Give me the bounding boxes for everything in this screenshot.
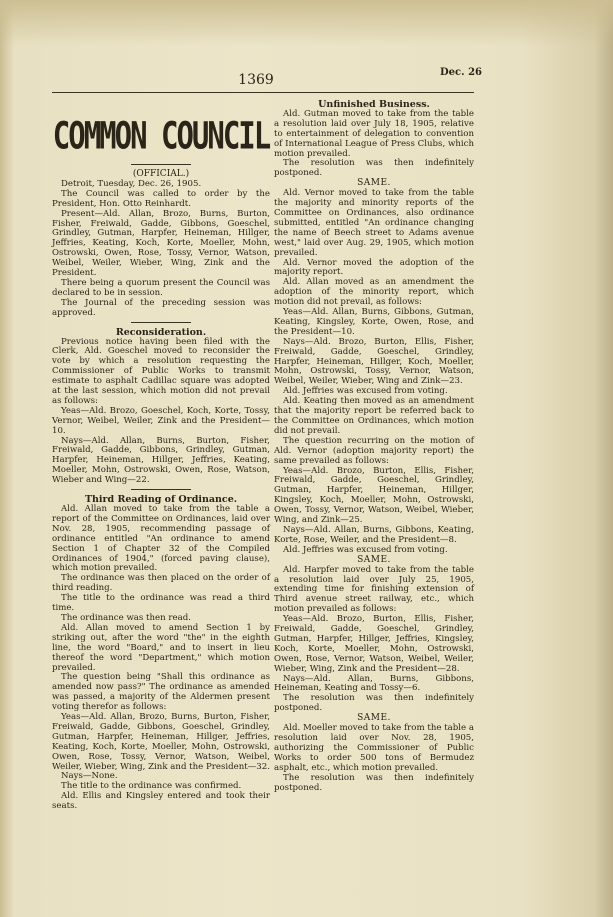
paragraph: Yeas—Ald. Brozo, Burton, Ellis, Fisher, Freiwald, Gadde, Goeschel, Grindley, Gutman, Harpfer, Heineman, Hillger, Kingsley, Koch, Moeller, Mohn, Ostrowski, Owen, Tossy, Vernor, Watson, Weibel, Wieber, Wing, and Zink—25. [274,465,474,526]
paragraph: Ald. Vernor moved the adoption of the majority report. [274,257,474,278]
paragraph: Ald. Jeffries was excused from voting. [283,544,448,555]
paragraph: Nays—Ald. Allan, Burns, Burton, Fisher, Freiwald, Gadde, Gibbons, Grindley, Gutman, Harpfer, Heineman, Hillger, Jeffries, Keating, Moeller, Mohn, Ostrowski, Owen, Rose, Watson, Wieber and Wing—22. [52,435,270,486]
paragraph: The ordinance was then read. [61,612,191,623]
same-heading: SAME. [357,554,391,565]
paragraph: Previous notice having been filed with the Clerk, Ald. Goeschel moved to reconsider the vote by which a resolution requesting the Commissioner of Public Works to transmit estimate to asphalt Cadillac square was adopted at the last session, which motion did not prevail as follows: [52,336,270,406]
paragraph: Ald. Allan moved as an amendment the adoption of the minority report, which motion did not prevail, as follows: [274,277,474,308]
paragraph: Ald. Gutman moved to take from the table a resolution laid over July 18, 1905, relative to entertainment of delegation to convention of International League of Press Clubs, which motion prevailed. [274,108,474,159]
reconsideration-heading: Reconsideration. [115,326,207,338]
masthead-title: COMMON COUNCIL [52,114,270,158]
paragraph: Ald. Allan moved to take from the table a report of the Committee on Ordinances, laid over Nov. 28, 1905, recommending passage of ordinance entitled "An ordinance to amend Section 1 of Chapter 32 of the Compiled Ordinances of 1904," (forced paving clause), which motion prevailed. [52,504,270,574]
paragraph: Detroit, Tuesday, Dec. 26, 1905. [61,178,202,189]
left-column [52,112,270,812]
paragraph: The Journal of the preceding session was approved. [52,297,270,318]
third-reading-heading: Third Reading of Ordinance. [84,494,238,506]
paragraph: The question being "Shall this ordinance as amended now pass?" The ordinance as amended was passed, a majority of the Aldermen present voting therefor as follows: [52,672,270,713]
paragraph: Yeas—Ald. Allan, Brozo, Burns, Burton, Fisher, Freiwald, Gadde, Gibbons, Goeschel, Grindley, Gutman, Harpfer, Heineman, Hillger, Jeffries, Keating, Koch, Korte, Moeller, Mohn, Ostrowski, Owen, Rose, Tossy, Vernor, Watson, Weibel, Weiler, Wieber, Wing, Zink and the President—32. [52,712,270,772]
paragraph: Nays—Ald. Allan, Burns, Gibbons, Keating, Korte, Rose, Weiler, and the President—8. [274,524,474,545]
paragraph: Nays—Ald. Brozo, Burton, Ellis, Fisher, Freiwald, Gadde, Goeschel, Grindley, Harpfer, Heineman, Hillger, Koch, Moeller, Mohn, Ostrowski, Tossy, Vernor, Watson, Weibel, Weiler, Wieber, Wing and Zink—23. [274,336,474,387]
paragraph: The resolution was then indefinitely postponed. [274,772,474,793]
same-heading: SAME. [357,178,391,189]
page-edge-shadow [0,0,613,46]
official-label: (OFFICIAL.) [132,169,190,179]
paragraph: Present—Ald. Allan, Brozo, Burns, Burton, Fisher, Freiwald, Gadde, Gibbons, Goeschel, Grindley, Gutman, Harpfer, Heineman, Hillger, Jeffries, Keating, Koch, Korte, Moeller, Mohn, Ostrowski, Owen, Rose, Tossy, Vernor, Watson, Weibel, Weiler, Wieber, Wing, Zink and the President. [52,208,270,279]
paragraph: Ald. Allan moved to amend Section 1 by striking out, after the word "the" in the eighth line, the word "Board," and to insert in lieu thereof the word "Department," which motion prevailed. [52,622,270,673]
paragraph: Ald. Jeffries was excused from voting. [283,386,448,397]
page-number: 1369 [238,72,274,88]
header-divider [52,92,474,93]
unfinished-business-heading: Unfinished Business. [318,99,430,110]
paragraph: Ald. Keating then moved as an amendment that the majority report be referred back to the Committee on Ordinances, which motion did not prevail. [274,396,474,436]
right-column [274,100,474,793]
header-date: Dec. 26 [440,67,483,78]
paragraph: The Council was called to order by the President, Hon. Otto Reinhardt. [52,188,270,209]
paragraph: Ald. Harpfer moved to take from the table a resolution laid over July 25, 1905, extending time for finishing extension of Third avenue street railway, etc., which motion prevailed as follows: [274,564,474,615]
paragraph: Ald. Ellis and Kingsley entered and took their seats. [52,791,270,812]
section-divider [131,322,191,323]
same-heading: SAME. [357,713,391,724]
paragraph: Yeas—Ald. Allan, Burns, Gibbons, Gutman, Keating, Kingsley, Korte, Owen, Rose, and the President—10. [274,307,474,337]
paragraph: Yeas—Ald. Brozo, Burton, Ellis, Fisher, Freiwald, Gadde, Goeschel, Grindley, Gutman, Harpfer, Hillger, Jeffries, Kingsley, Koch, Korte, Moeller, Mohn, Ostrowski, Owen, Rose, Vernor, Watson, Weibel, Weiler, Wieber, Wing, Zink and the President—28. [274,614,474,674]
paragraph: There being a quorum present the Council was declared to be in session. [52,277,270,298]
paragraph: The resolution was then indefinitely postponed. [274,158,474,179]
section-divider [131,164,191,165]
paragraph: Ald. Moeller moved to take from the table a resolution laid over Nov. 28, 1905, authorizing the Commissioner of Public Works to order 500 tons of Bermudez asphalt, etc., which motion prevailed. [274,723,474,773]
paragraph: The title to the ordinance was confirmed. [61,781,242,792]
paragraph: Yeas—Ald. Brozo, Goeschel, Koch, Korte, Tossy, Vernor, Weibel, Weiler, Zink and the President—10. [52,405,270,436]
section-divider [131,489,191,490]
paragraph: The resolution was then indefinitely postponed. [274,693,474,714]
paragraph: The title to the ordinance was read a third time. [52,593,270,614]
paragraph: The question recurring on the motion of Ald. Vernor (adoption majority report) the same prevailed as follows: [274,435,474,466]
paragraph: The ordinance was then placed on the order of third reading. [52,573,270,594]
paragraph: Nays—None. [61,771,118,782]
paragraph: Nays—Ald. Allan, Burns, Gibbons, Heineman, Keating and Tossy—6. [274,673,474,694]
paragraph: Ald. Vernor moved to take from the table the majority and minority reports of the Committee on Ordinances, also ordinance submitted, entitled "An ordinance changing the name of Beech street to Adams avenue west," laid over Aug. 29, 1905, which motion prevailed. [274,188,474,258]
